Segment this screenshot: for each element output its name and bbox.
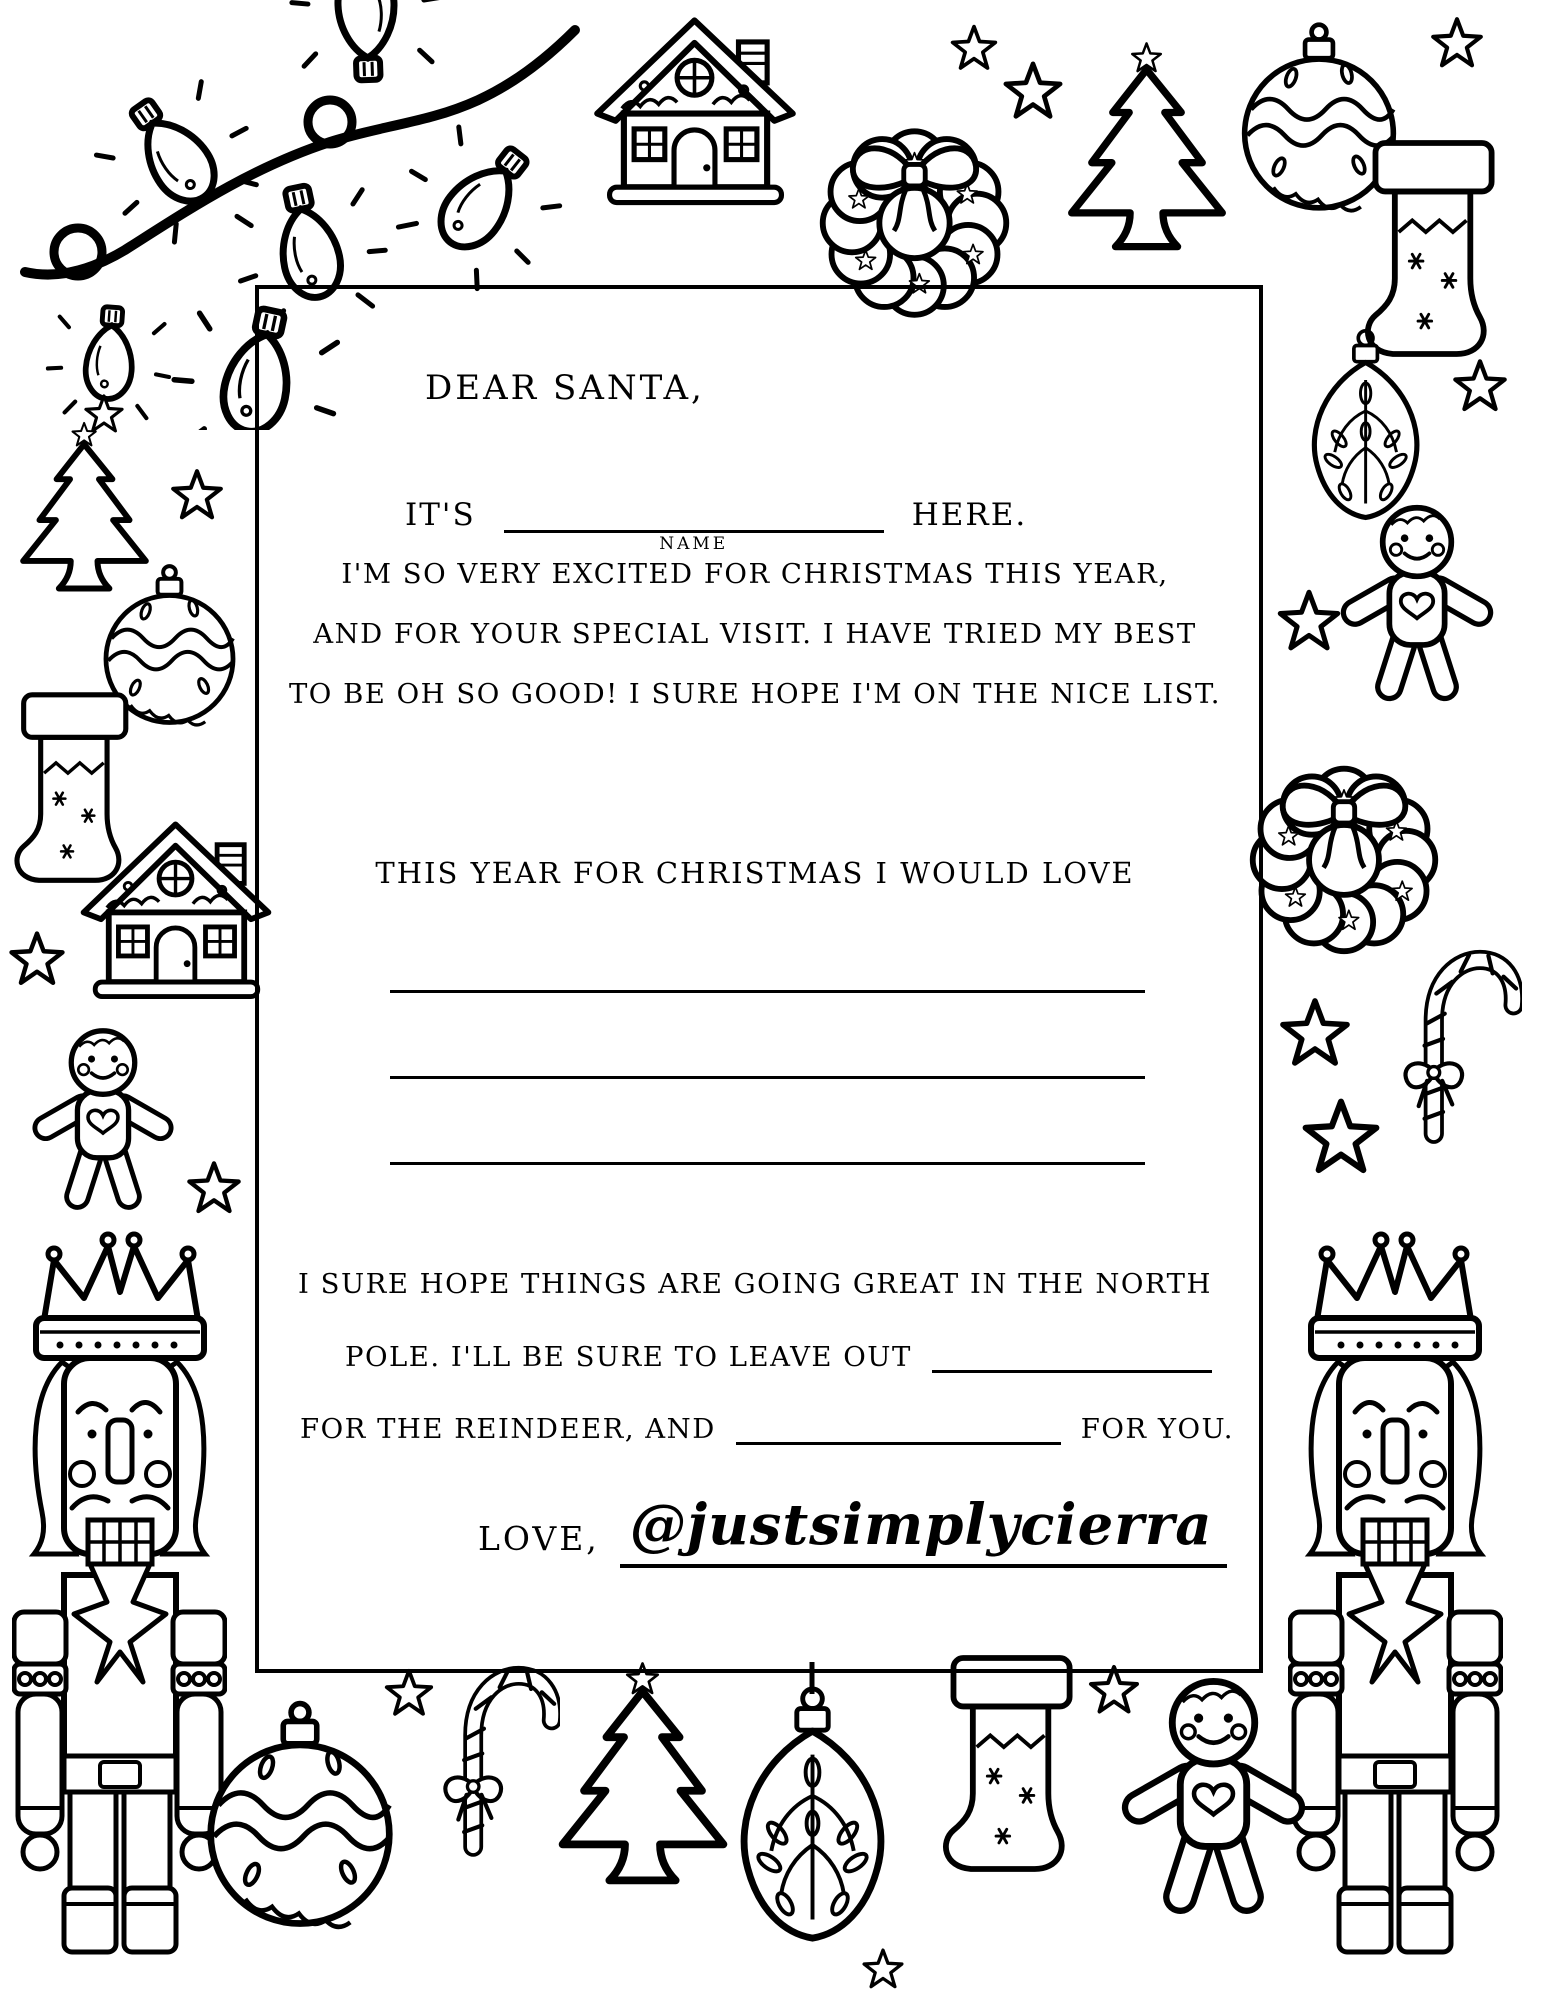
gingerbread-house-icon (585, 5, 805, 217)
closing-line-2 (345, 1336, 1232, 1373)
christmas-tree-icon (548, 1660, 738, 1903)
name-fill-row (405, 492, 1028, 554)
wish-blank-line (390, 990, 1145, 993)
candy-cane-icon (436, 1650, 560, 1866)
star-icon (1276, 994, 1354, 1072)
signoff-row (478, 1492, 1227, 1568)
stocking-icon (938, 1650, 1088, 1878)
star-icon (184, 1158, 244, 1218)
star-icon (1274, 586, 1344, 656)
closing-line-1: I SURE HOPE THINGS ARE GOING GREAT IN THE NORTH (298, 1268, 1212, 1300)
gingerbread-man-icon (1116, 1670, 1311, 1922)
star-icon (6, 928, 68, 990)
name-blank-line (504, 492, 884, 554)
star-icon (860, 1946, 906, 1992)
hanging-leaf-ornament-icon (722, 1686, 904, 1946)
wreath-icon (812, 86, 1017, 321)
christmas-tree-icon (1058, 40, 1236, 268)
nutcracker-icon (12, 1220, 227, 1960)
gingerbread-man-icon (1336, 498, 1498, 708)
name-fill-prefix: IT'S (405, 497, 476, 533)
star-icon (1298, 1094, 1384, 1180)
string-lights-illustration (0, 0, 580, 430)
gingerbread-man-icon (28, 1022, 178, 1216)
body-line: I'M SO VERY EXCITED FOR CHRISTMAS THIS YEAR, (341, 558, 1169, 590)
name-blank-label: NAME (659, 534, 729, 554)
greeting: DEAR SANTA, (425, 368, 705, 408)
wreath-icon (1242, 724, 1446, 957)
body-line: AND FOR YOUR SPECIAL VISIT. I HAVE TRIED MY BEST (313, 618, 1197, 650)
name-fill-suffix: HERE. (911, 497, 1028, 533)
gingerbread-house-icon (72, 810, 280, 1010)
treat-blank-line (932, 1336, 1212, 1373)
candy-cane-icon (1396, 934, 1522, 1153)
star-icon (948, 22, 1000, 74)
gift-blank-line (736, 1408, 1061, 1445)
hanging-ornament-icon (1298, 328, 1434, 524)
closing-line-3-text: FOR THE REINDEER, AND (300, 1413, 716, 1445)
signature-handle: @justsimplycierra (620, 1492, 1227, 1568)
closing-line-3 (300, 1408, 1234, 1445)
star-icon (1428, 14, 1486, 72)
closing-line-3-suffix: FOR YOU. (1080, 1413, 1234, 1445)
signoff-label: LOVE, (478, 1519, 600, 1558)
star-icon (168, 466, 226, 524)
nutcracker-icon (1288, 1220, 1503, 1960)
star-icon (1000, 58, 1066, 124)
star-icon (1450, 356, 1510, 416)
wish-prompt: THIS YEAR FOR CHRISTMAS I WOULD LOVE (375, 856, 1135, 890)
closing-line-2-text: POLE. I'LL BE SURE TO LEAVE OUT (345, 1341, 912, 1373)
ornament-ball-icon (205, 1698, 395, 1938)
star-icon (382, 1666, 436, 1720)
wish-blank-line (390, 1076, 1145, 1079)
wish-blank-line (390, 1162, 1145, 1165)
body-line: TO BE OH SO GOOD! I SURE HOPE I'M ON THE NICE LIST. (288, 678, 1222, 710)
